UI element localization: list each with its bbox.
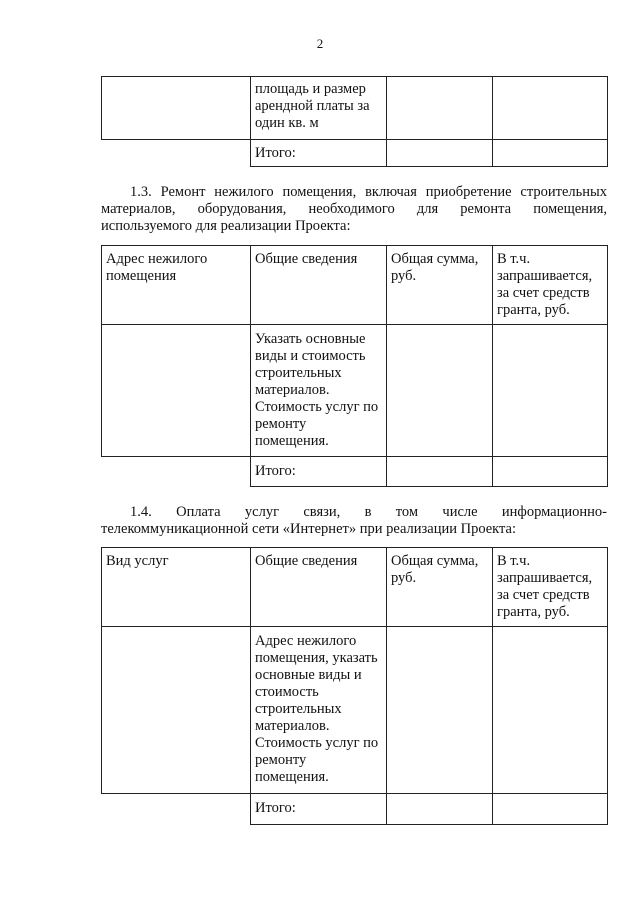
table-top-continuation [101,76,608,167]
table-cell-description: Адрес нежилого помещения, указать основные виды и стоимость строительных материалов. Стоимость услуг по ремонту помещения. [251,627,387,794]
section-1-3-line-3: используемого для реализации Проекта: [101,218,351,234]
table-cell-description: Указать основные виды и стоимость строительных материалов. Стоимость услуг по ремонту помещения. [251,325,387,457]
table-cell [493,140,608,167]
section-1-3-line-1: 1.3. Ремонт нежилого помещения, включая приобретение строительных [130,184,607,200]
table-cell [102,794,251,825]
table-cell [387,794,493,825]
table-cell [493,627,608,794]
table-cell [102,140,251,167]
column-header-grant-sum: В т.ч. запрашивается, за счет средств гранта, руб. [493,246,608,325]
table-cell [387,627,493,794]
table-cell-description: площадь и размер арендной платы за один кв. м [251,77,387,140]
table-row [102,627,608,794]
table-cell [102,325,251,457]
total-label: Итого: [251,457,387,487]
table-cell [387,77,493,140]
column-header-service-type: Вид услуг [102,548,251,627]
column-header-grant-sum: В т.ч. запрашивается, за счет средств гранта, руб. [493,548,608,627]
table-row-total [102,794,608,825]
section-1-3-heading [101,184,607,235]
table-row-total [102,140,608,167]
column-header-total-sum: Общая сумма, руб. [387,246,493,325]
table-cell [102,457,251,487]
table-cell [387,325,493,457]
table-section-1-4 [101,547,608,825]
column-header-general-info: Общие сведения [251,246,387,325]
section-1-4-line-2: телекоммуникационной сети «Интернет» при реализации Проекта: [101,521,517,537]
table-cell [102,77,251,140]
table-cell [102,627,251,794]
column-header-general-info: Общие сведения [251,548,387,627]
total-label: Итого: [251,140,387,167]
table-section-1-3 [101,245,608,487]
page-number: 2 [316,36,324,51]
section-1-4-heading [101,504,607,538]
table-cell [387,457,493,487]
table-cell [493,457,608,487]
table-cell [493,77,608,140]
column-header-address: Адрес нежилого помещения [102,246,251,325]
total-label: Итого: [251,794,387,825]
section-1-4-line-1: 1.4. Оплата услуг связи, в том числе информационно- [130,504,607,520]
table-row-total [102,457,608,487]
table-header-row [102,246,608,325]
table-row [102,77,608,140]
table-cell [387,140,493,167]
table-cell [493,794,608,825]
table-header-row [102,548,608,627]
table-row [102,325,608,457]
column-header-total-sum: Общая сумма, руб. [387,548,493,627]
table-cell [493,325,608,457]
section-1-3-line-2: материалов, оборудования, необходимого для ремонта помещения, [101,201,607,217]
